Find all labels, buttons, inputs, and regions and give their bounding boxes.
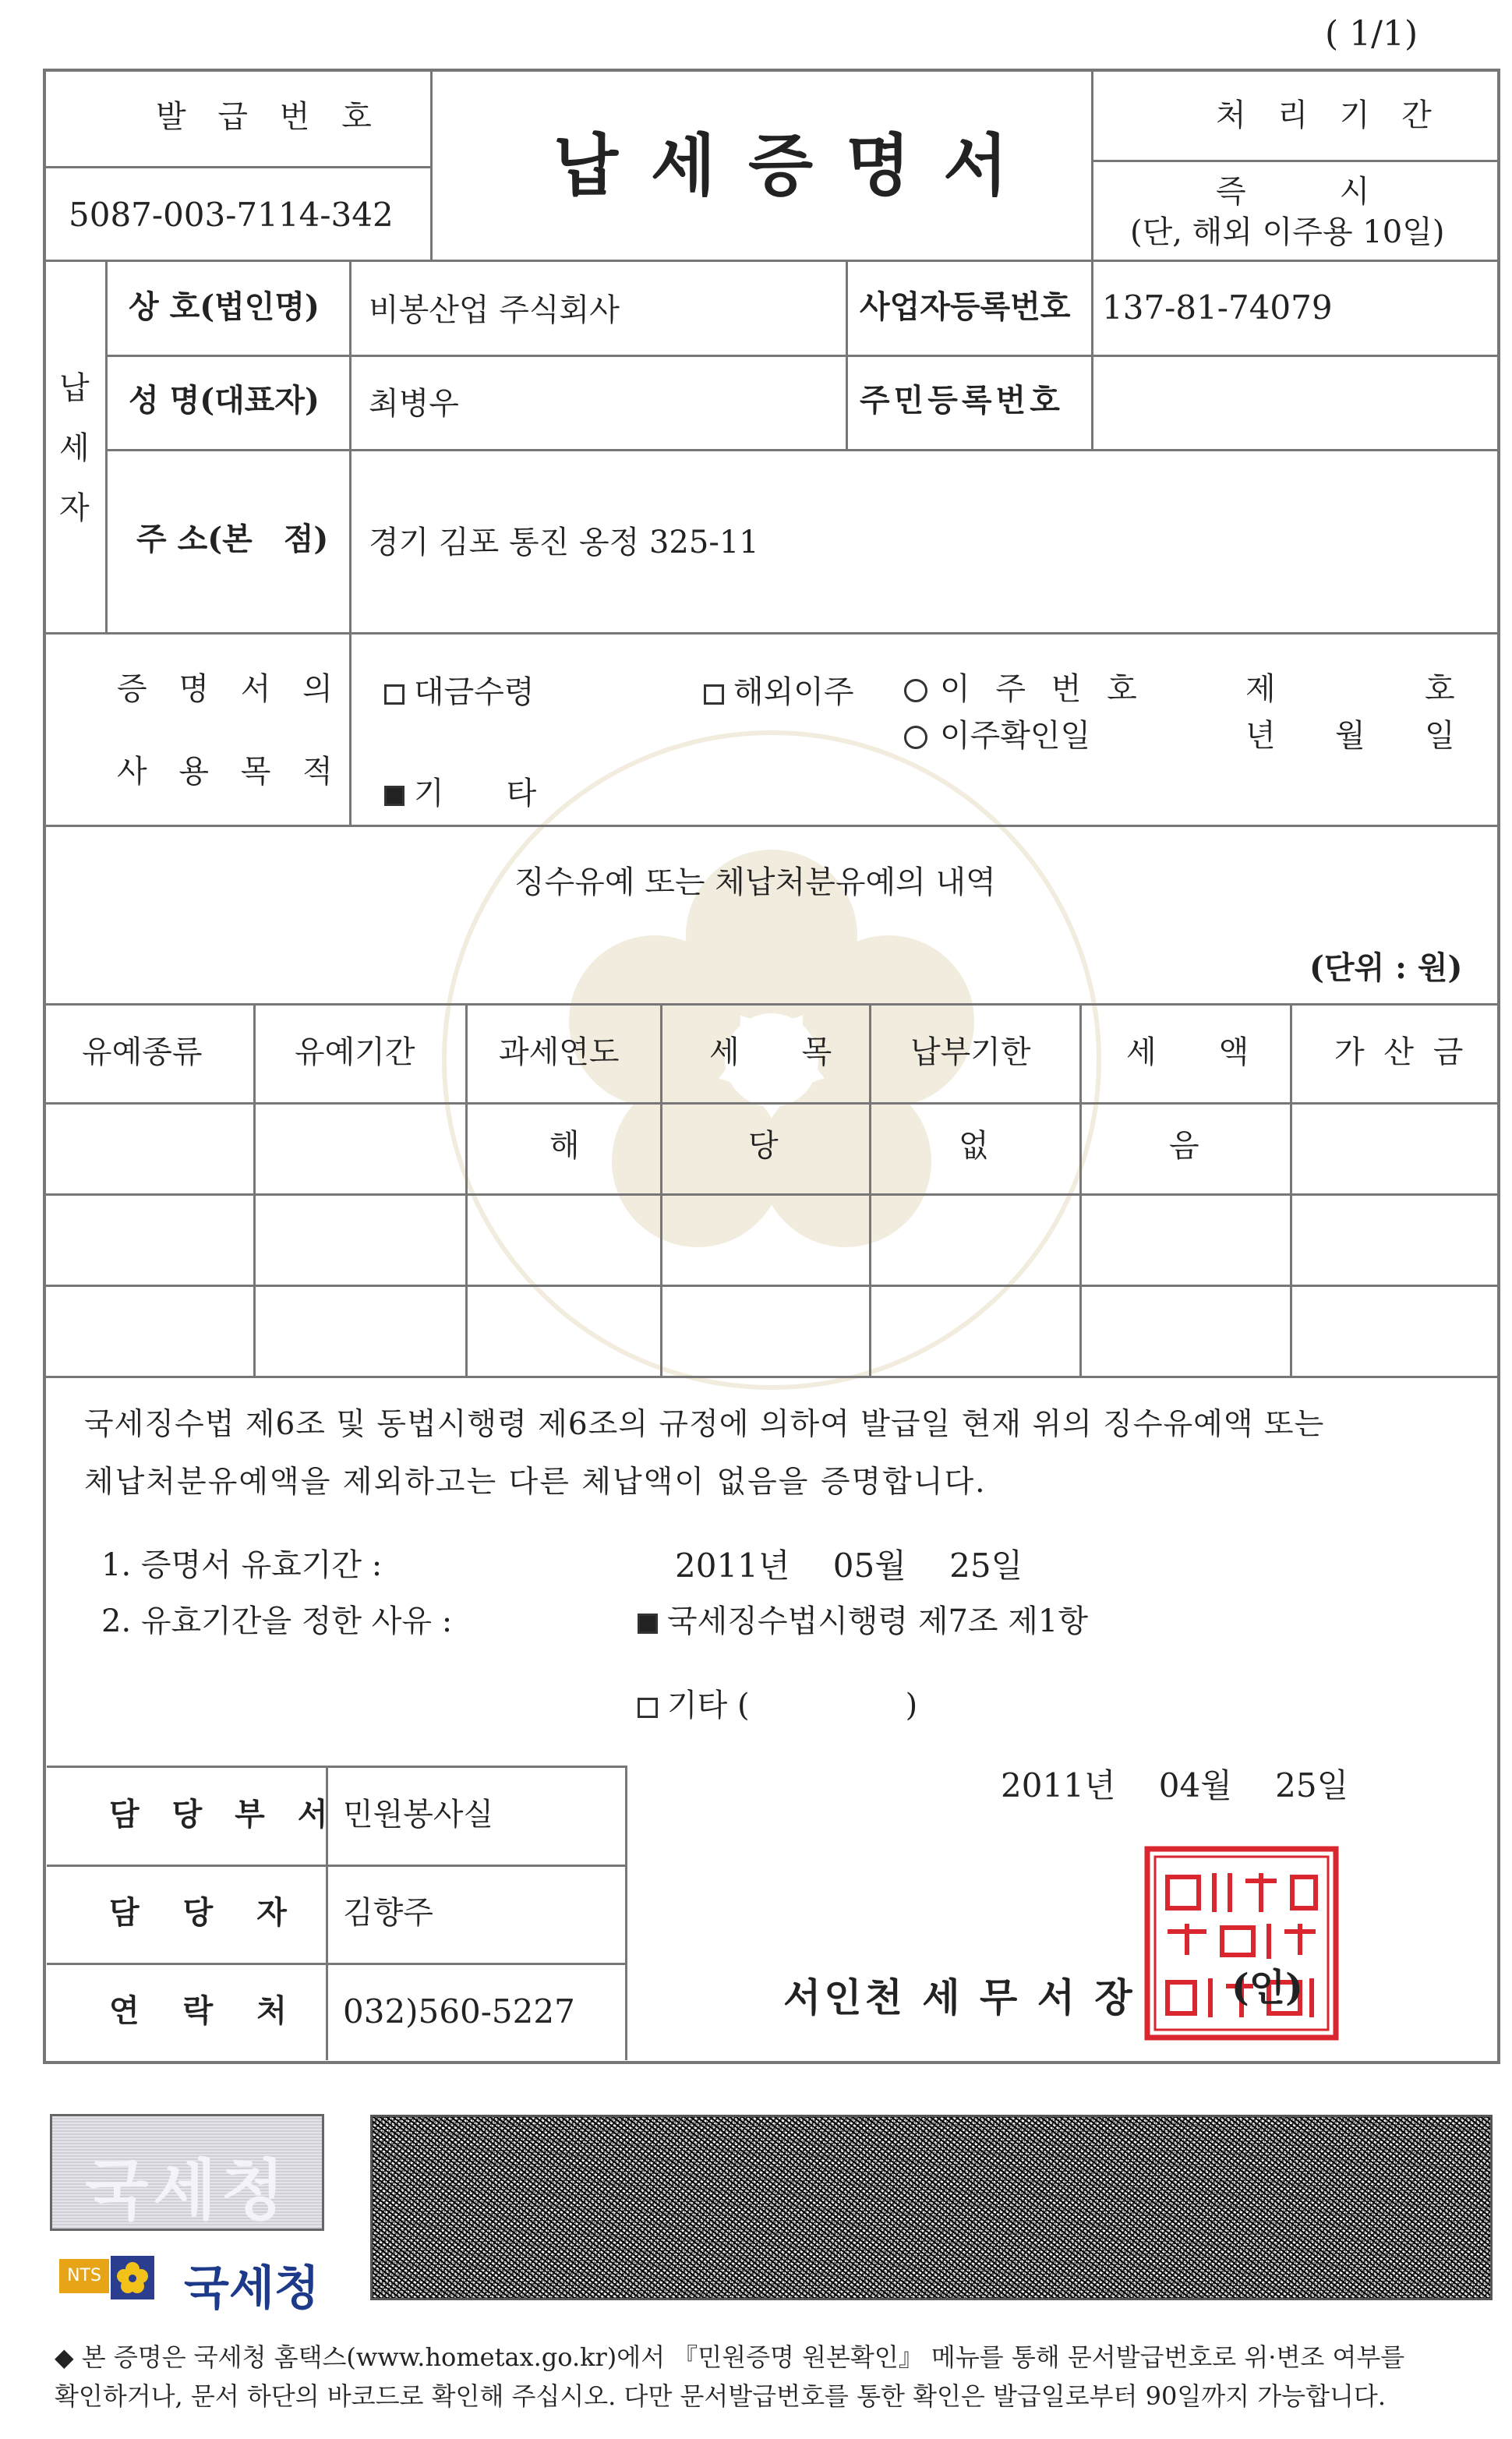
representative-label: 성 명(대표자)	[129, 382, 320, 419]
nts-name: 국세청	[184, 2261, 320, 2316]
issue-no-label: 발 급 번 호	[156, 99, 383, 135]
emigration-date-month: 월	[1335, 718, 1365, 754]
person-value: 김향주	[343, 1895, 433, 1931]
issue-number: 5087-003-7114-342	[69, 196, 394, 234]
table-row1-cell5: 없	[959, 1128, 989, 1164]
table-row1-cell3: 해	[549, 1128, 580, 1164]
verification-barcode[interactable]	[370, 2115, 1493, 2300]
table-row1-cell4: 당	[748, 1128, 779, 1164]
validity-date: 2011년 05월 25일	[675, 1546, 1023, 1585]
tax-office-head: 서인천 세 무 서 장	[783, 1974, 1136, 2020]
validity-reason-other: 기타 ( )	[638, 1690, 917, 1721]
certification-line2: 체납처분유예액을 제외하고는 다른 체납액이 없음을 증명합니다.	[84, 1465, 987, 1500]
phone-label: 연 락 처	[109, 1992, 293, 2029]
dept-value: 민원봉사실	[343, 1797, 494, 1833]
emigration-number-row: 이 주 번 호	[904, 673, 1145, 705]
company-name: 비봉산업 주식회사	[369, 292, 620, 328]
emigration-number-je: 제	[1245, 671, 1276, 707]
document-title: 납 세 증 명 서	[553, 126, 1013, 205]
address: 경기 김포 통진 옹정 325-11	[369, 525, 759, 560]
taxpayer-side-label-2: 세	[59, 430, 90, 466]
col-penalty: 가 산 금	[1334, 1034, 1468, 1070]
nts-logo-box	[50, 2114, 324, 2231]
validity-reason-checked: 국세징수법시행령 제7조 제1항	[638, 1606, 1088, 1637]
address-label: 주 소(본 점)	[136, 521, 329, 557]
nts-logo-text: 국세청	[85, 2152, 289, 2229]
resident-number-label: 주민등록번호	[860, 382, 1064, 419]
validity-reason-label: 2. 유효기간을 정한 사유 :	[101, 1603, 453, 1639]
seal-mark: (인)	[1231, 1966, 1303, 2010]
phone-value: 032)560-5227	[343, 1992, 575, 2031]
issue-date: 2011년 04월 25일	[1001, 1766, 1349, 1805]
representative-name: 최병우	[369, 386, 459, 422]
col-deferral-type: 유예종류	[82, 1034, 203, 1070]
emigration-number-radio[interactable]	[904, 679, 927, 702]
emigration-checkbox[interactable]	[704, 684, 724, 705]
company-label: 상 호(법인명)	[129, 288, 320, 325]
purpose-label-line2: 사 용 목 적	[117, 754, 344, 790]
taxpayer-side-label-1: 납	[59, 370, 90, 406]
validity-label: 1. 증명서 유효기간 :	[101, 1547, 383, 1583]
purpose-option-other: 기 타	[384, 778, 536, 809]
reason-other-checkbox[interactable]	[638, 1698, 658, 1718]
unit-label: (단위 : 원)	[1309, 949, 1463, 986]
emigration-date-radio[interactable]	[904, 726, 927, 749]
processing-period-label: 처 리 기 간	[1216, 97, 1443, 133]
col-tax-item: 세 목	[709, 1034, 832, 1070]
col-deferral-period: 유예기간	[295, 1034, 415, 1070]
deferral-title: 징수유예 또는 체납처분유예의 내역	[514, 864, 996, 900]
bizno-label: 사업자등록번호	[860, 288, 1071, 325]
dept-label: 담 당 부 서	[109, 1796, 339, 1833]
processing-period-value: 즉 시	[1216, 174, 1370, 210]
purpose-option-payment: 대금수령	[384, 677, 535, 708]
col-due-date: 납부기한	[910, 1034, 1031, 1070]
col-tax-amount: 세 액	[1126, 1034, 1249, 1070]
emigration-date-row: 이주확인일	[904, 720, 1090, 751]
table-row1-cell6: 음	[1169, 1128, 1199, 1164]
business-registration-number: 137-81-74079	[1102, 288, 1333, 327]
taxpayer-side-label-3: 자	[59, 490, 90, 526]
emigration-date-year: 년	[1245, 718, 1276, 754]
page-number: ( 1/1)	[1325, 14, 1418, 54]
processing-period-note: (단, 해외 이주용 10일)	[1130, 214, 1445, 250]
footer-notice-line2: 확인하거나, 문서 하단의 바코드로 확인해 주십시오. 다만 문서발급번호를 통한 확인은 발급일로부터 90일까지 가능합니다.	[55, 2381, 1386, 2411]
col-tax-year: 과세연도	[499, 1034, 620, 1070]
certification-line1: 국세징수법 제6조 및 동법시행령 제6조의 규정에 의하여 발급일 현재 위의 징수유예액 또는	[84, 1407, 1325, 1442]
official-seal-stamp	[1144, 1846, 1339, 2041]
purpose-label-line1: 증 명 서 의	[117, 671, 344, 707]
emigration-date-day: 일	[1425, 718, 1455, 754]
purpose-option-emigration: 해외이주	[704, 677, 854, 708]
other-checkbox-checked[interactable]	[384, 786, 404, 806]
person-label: 담 당 자	[109, 1894, 293, 1931]
reason-checkbox-checked[interactable]	[638, 1614, 658, 1634]
nts-flower-icon	[111, 2256, 154, 2299]
emigration-number-ho: 호	[1425, 671, 1455, 707]
payment-checkbox[interactable]	[384, 684, 404, 705]
nts-badge: NTS	[59, 2259, 109, 2293]
footer-notice-line1: ◆ 본 증명은 국세청 홈택스(www.hometax.go.kr)에서 『민원증명 원본확인』 메뉴를 통해 문서발급번호로 위·변조 여부를	[55, 2342, 1405, 2372]
